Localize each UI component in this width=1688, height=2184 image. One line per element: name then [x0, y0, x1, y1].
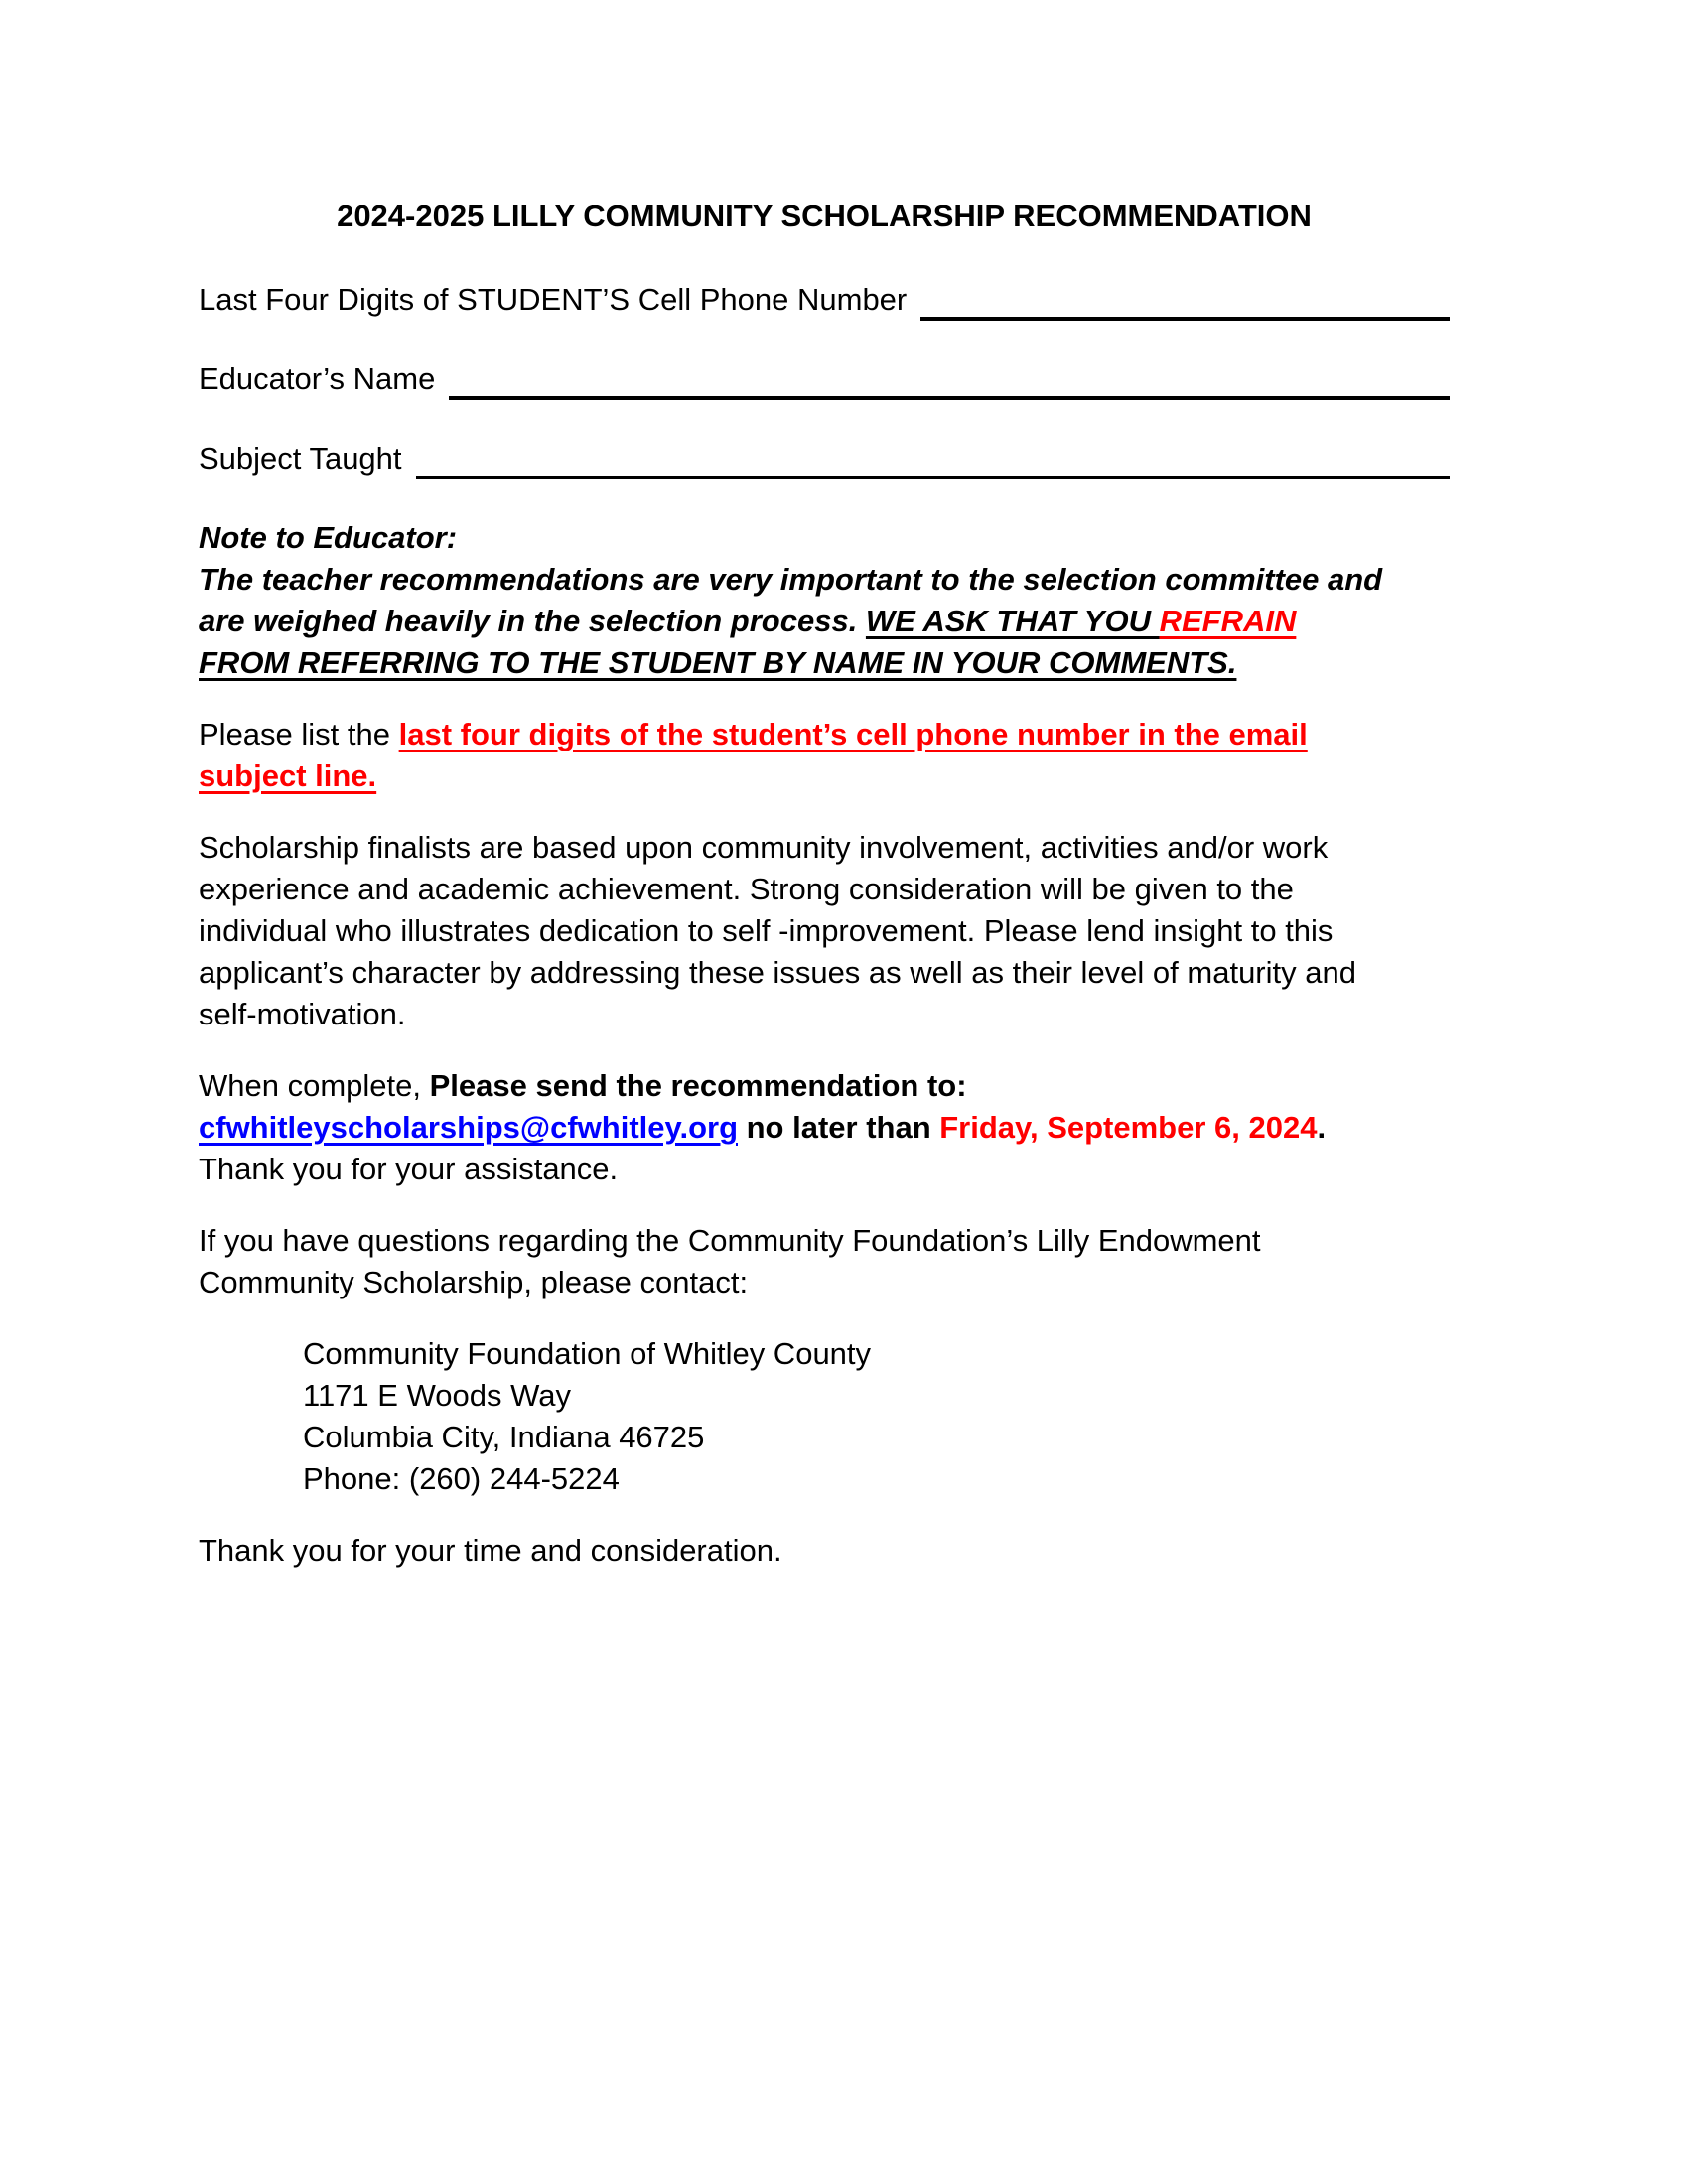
text-segment: Please list the	[199, 717, 399, 751]
text-segment: applicant’s character by addressing these issues as well as their level of maturity and	[199, 955, 1356, 990]
email-link[interactable]: cfwhitleyscholarships@cfwhitley.org	[199, 1110, 738, 1145]
cell-phone-last4-label: Last Four Digits of STUDENT’S Cell Phone Number	[199, 282, 908, 317]
cell-phone-last4-blank-line[interactable]	[920, 317, 1450, 321]
field-row-educator-name	[199, 358, 1450, 400]
text-segment: .	[1317, 1110, 1327, 1145]
contact-phone: Phone: (260) 244-5224	[303, 1461, 620, 1496]
text-segment: Community Scholarship, please contact:	[199, 1265, 749, 1299]
send-recommendation-paragraph	[199, 1065, 1489, 1190]
text-segment: individual who illustrates dedication to self -improvement. Please lend insight to this	[199, 913, 1334, 948]
email-subject-instruction-paragraph	[199, 714, 1489, 797]
contact-city-state-zip: Columbia City, Indiana 46725	[303, 1420, 705, 1454]
deadline-date: Friday, September 6, 2024	[939, 1110, 1318, 1145]
text-segment: When complete,	[199, 1068, 430, 1103]
text-segment: REFRAIN	[1159, 604, 1297, 638]
text-segment: no later than	[738, 1110, 940, 1145]
text-segment: Scholarship finalists are based upon community involvement, activities and/or work	[199, 830, 1329, 865]
text-segment: self-motivation.	[199, 997, 406, 1031]
text-segment: last four digits of the student’s cell phone number in the email	[398, 717, 1308, 751]
text-segment: are weighed heavily in the selection process.	[199, 604, 866, 638]
questions-contact-paragraph	[199, 1220, 1489, 1303]
subject-taught-label: Subject Taught	[199, 441, 402, 476]
closing-line: Thank you for your time and consideration.	[199, 1533, 782, 1568]
educator-name-blank-line[interactable]	[449, 396, 1450, 400]
field-row-subject-taught	[199, 438, 1450, 479]
field-row-cell-phone	[199, 279, 1450, 321]
text-segment: subject line.	[199, 758, 377, 793]
text-segment: Note to Educator:	[199, 520, 458, 555]
text-segment: WE ASK THAT YOU	[865, 604, 1160, 638]
contact-address-block	[199, 1333, 1489, 1500]
text-segment: Thank you for your assistance.	[199, 1152, 619, 1186]
subject-taught-blank-line[interactable]	[416, 476, 1450, 479]
note-to-educator-paragraph	[199, 517, 1489, 684]
text-segment: FROM REFERRING TO THE STUDENT BY NAME IN YOUR COMMENTS.	[199, 645, 1237, 680]
text-segment: experience and academic achievement. Strong consideration will be given to the	[199, 872, 1294, 906]
finalists-criteria-paragraph	[199, 827, 1489, 1035]
contact-street: 1171 E Woods Way	[303, 1378, 571, 1413]
contact-org-name: Community Foundation of Whitley County	[303, 1336, 872, 1371]
educator-name-label: Educator’s Name	[199, 361, 436, 396]
text-segment: The teacher recommendations are very important to the selection committee and	[199, 562, 1383, 597]
text-segment: If you have questions regarding the Community Foundation’s Lilly Endowment	[199, 1223, 1261, 1258]
document-title: 2024-2025 LILLY COMMUNITY SCHOLARSHIP RECOMMENDATION	[337, 199, 1312, 233]
text-segment: Please send the recommendation to:	[429, 1068, 967, 1103]
